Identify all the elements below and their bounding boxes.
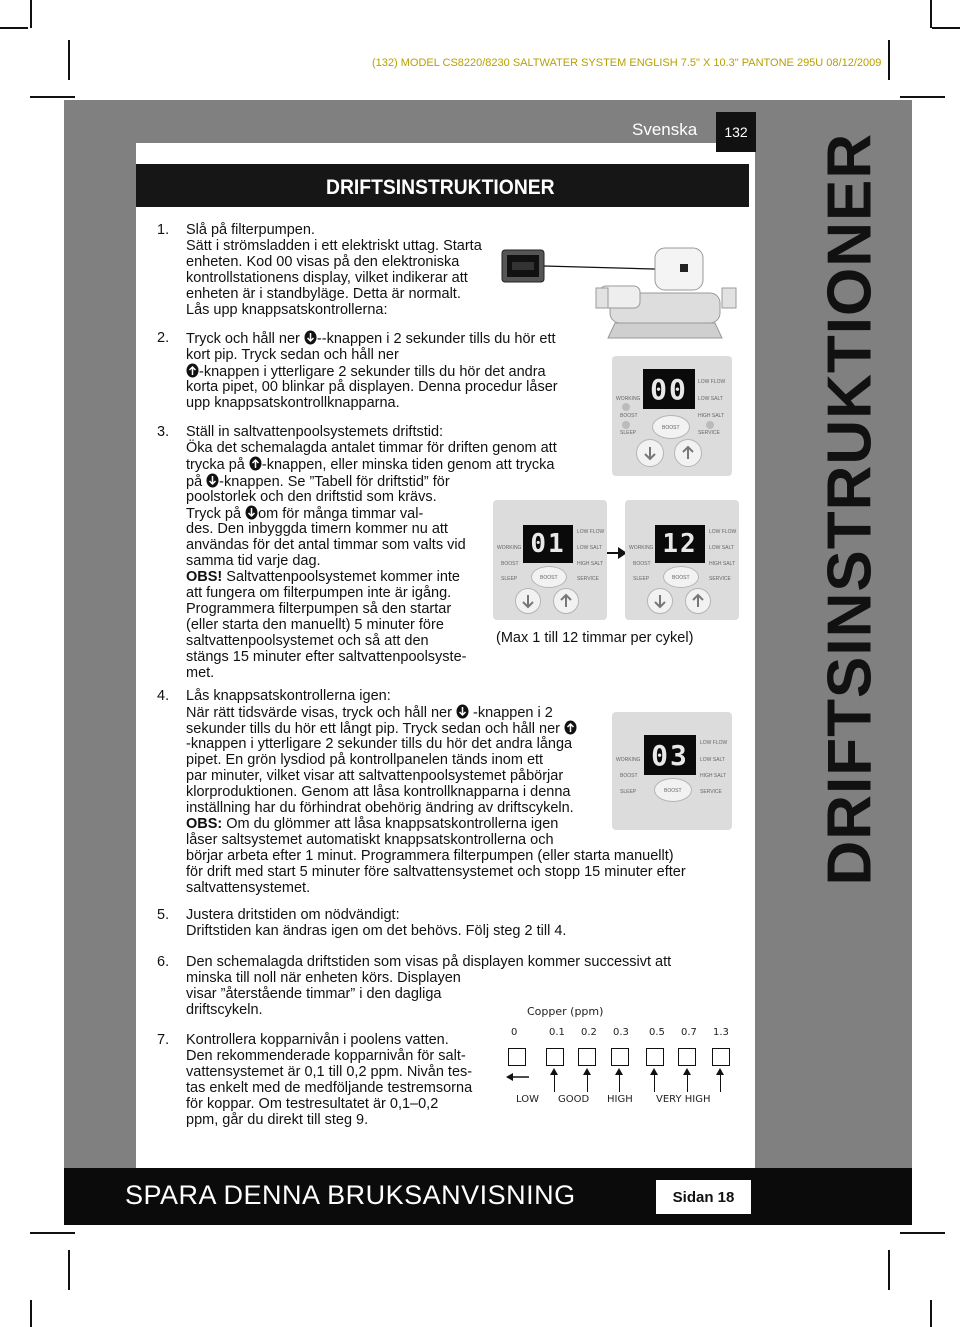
step-text: stängs 15 minuter efter saltvattenpoolsyste-	[186, 649, 467, 665]
step-number: 6.	[157, 954, 170, 970]
boost-button-label: BOOST	[664, 788, 682, 794]
crop-mark	[930, 0, 932, 28]
step-text	[186, 505, 423, 523]
step-number: 2.	[157, 330, 170, 346]
copper-category-label: VERY HIGH	[656, 1094, 711, 1105]
step-text: des. Den inbyggda timern kommer nu att	[186, 521, 448, 537]
step-text-part: sekunder tills du hör ett långt pip. Tryck sedan och håll ner	[186, 721, 560, 737]
step-text: Ställ in saltvattenpoolsystemets driftstid:	[186, 424, 444, 440]
print-header: (132) MODEL CS8220/8230 SALTWATER SYSTEM ENGLISH 7.5" X 10.3" PANTONE 295U 08/12/2009	[372, 57, 882, 69]
up-arrow-icon	[554, 1072, 555, 1092]
step-text: minska till noll när enheten körs. Displayen	[186, 970, 461, 986]
step-text: kort pip. Tryck sedan och håll ner	[186, 347, 399, 363]
crop-mark	[0, 27, 28, 29]
crop-mark	[900, 96, 945, 98]
step-text: enheten. Kod 00 visas på den elektroniska	[186, 254, 460, 270]
footer-page-number: Sidan 18	[656, 1180, 751, 1214]
boost-label: BOOST	[620, 413, 638, 419]
crop-mark	[932, 27, 960, 29]
up-arrow-button[interactable]	[685, 588, 711, 614]
copper-category-label: HIGH	[607, 1094, 633, 1105]
crop-mark	[30, 1300, 32, 1327]
step-text: Driftstiden kan ändras igen om det behövs. Följ steg 2 till 4.	[186, 923, 567, 939]
sleep-label: SLEEP	[501, 576, 518, 582]
step-text: för drift med start 5 minuter före saltvattensystemet och stopp 15 minuter efter	[186, 864, 686, 880]
step-text: Den schemalagda driftstiden som visas på displayen kommer successivt att	[186, 954, 672, 970]
copper-category-label: LOW	[516, 1094, 539, 1105]
step-text: samma tid varje dag.	[186, 553, 321, 569]
step-text: (eller starta den manuellt) 5 minuter före	[186, 617, 444, 633]
down-arrow-button[interactable]	[515, 588, 541, 614]
down-arrow-button[interactable]	[647, 588, 673, 614]
copper-value-label: 0.3	[613, 1027, 629, 1038]
step-text-part: trycka på	[186, 457, 245, 473]
boost-button[interactable]	[531, 566, 567, 588]
display-readout: 03	[644, 735, 696, 775]
step-text: Öka det schemalagda antalet timmar för driften genom att	[186, 440, 557, 456]
display-readout: 00	[643, 369, 695, 409]
page-title: DRIFTSINSTRUKTIONER	[326, 176, 555, 199]
color-swatch	[578, 1048, 596, 1066]
note-label: OBS!	[186, 569, 223, 585]
high-salt-label: HIGH SALT	[698, 413, 725, 419]
step-text	[186, 456, 554, 474]
control-panel	[612, 356, 732, 476]
title-bar	[136, 164, 749, 207]
step-text: visar ”återstående timmar” i den dagliga	[186, 986, 442, 1002]
step-text: par minuter, vilket visar att saltvattenpoolsystemet påbörjar	[186, 768, 564, 784]
display-readout: 01	[523, 525, 573, 563]
step-text: användas för det antal timmar som valts vid	[186, 537, 466, 553]
control-panel	[625, 500, 739, 620]
step-text-part: -knappen. Se ”Tabell för driftstid” för	[219, 474, 450, 490]
service-label: SERVICE	[698, 430, 720, 436]
step-text-part: Tryck på	[186, 506, 242, 522]
up-arrow-icon	[720, 1072, 721, 1092]
crop-mark	[30, 1232, 75, 1234]
color-swatch	[646, 1048, 664, 1066]
step-text-part: När rätt tidsvärde visas, tryck och håll ner	[186, 705, 452, 721]
step-text: inställning har du förhindrat obehörig ändring av driftscykeln.	[186, 800, 574, 816]
boost-label: BOOST	[501, 561, 519, 567]
step-text: saltvattensystemet.	[186, 880, 311, 896]
step-text: korta pipet, 00 blinkar på displayen. Denna procedur låser	[186, 379, 558, 395]
high-salt-label: HIGH SALT	[709, 561, 736, 567]
step-text: Lås knappsatskontrollerna igen:	[186, 688, 391, 704]
copper-chart-title: Copper (ppm)	[527, 1005, 604, 1018]
step-text	[186, 473, 450, 491]
boost-button-label: BOOST	[672, 575, 690, 581]
step-text: Slå på filterpumpen.	[186, 222, 315, 238]
step-text-part: -knappen, eller minska tiden genom att trycka	[261, 457, 555, 473]
footer-text: SPARA DENNA BRUKSANVISNING	[125, 1180, 576, 1210]
range-caption: (Max 1 till 12 timmar per cykel)	[496, 630, 694, 646]
high-salt-label: HIGH SALT	[700, 773, 727, 779]
down-arrow-icon	[637, 440, 663, 466]
up-arrow-icon	[619, 1072, 620, 1092]
crop-mark	[900, 1232, 945, 1234]
copper-value-label: 1.3	[713, 1027, 729, 1038]
down-button-icon	[206, 473, 219, 488]
side-title: DRIFTSINSTRUKTIONER	[815, 132, 885, 886]
boost-button[interactable]	[652, 415, 690, 439]
step-text: saltvattenpoolsystemet och så att den	[186, 633, 429, 649]
copper-value-label: 0.7	[681, 1027, 697, 1038]
copper-category-label: GOOD	[558, 1094, 590, 1105]
service-label: SERVICE	[709, 576, 731, 582]
color-swatch	[546, 1048, 564, 1066]
step-number: 1.	[157, 222, 170, 238]
step-text: Kontrollera kopparnivån i poolens vatten.	[186, 1032, 449, 1048]
down-button-icon	[304, 330, 317, 345]
working-label: WORKING	[616, 396, 641, 402]
boost-button[interactable]	[654, 778, 692, 802]
low-flow-label: LOW FLOW	[709, 529, 737, 535]
step-text: driftscykeln.	[186, 1002, 263, 1018]
down-arrow-icon	[648, 589, 672, 613]
step-text-part: Tryck och håll ner	[186, 331, 300, 347]
boost-button[interactable]	[663, 566, 699, 588]
up-button-icon	[249, 456, 262, 471]
crop-mark	[30, 0, 32, 28]
up-arrow-button[interactable]	[553, 588, 579, 614]
step-text: upp knappsatskontrollknapparna.	[186, 395, 400, 411]
crop-mark	[30, 96, 75, 98]
step-number: 3.	[157, 424, 170, 440]
crop-mark	[930, 1300, 932, 1327]
up-arrow-icon	[554, 589, 578, 613]
step-text: tas enkelt med de medföljande testremsorna	[186, 1080, 473, 1096]
step-text: Programmera filterpumpen så den startar	[186, 601, 452, 617]
up-button-icon	[564, 720, 577, 735]
boost-button-label: BOOST	[540, 575, 558, 581]
up-button-icon	[186, 363, 199, 378]
boost-button-label: BOOST	[662, 425, 680, 431]
note-label: OBS:	[186, 816, 223, 832]
up-arrow-icon	[654, 1072, 655, 1092]
low-salt-label: LOW SALT	[698, 396, 723, 402]
step-text: Sätt i strömsladden i ett elektriskt uttag. Starta	[186, 238, 482, 254]
step-text: för koppar. Om testresultatet är 0,1–0,2	[186, 1096, 439, 1112]
step-text: vattensystemet är 0,1 till 0,2 ppm. Nivån tes-	[186, 1064, 473, 1080]
color-swatch	[611, 1048, 629, 1066]
step-text	[186, 704, 553, 722]
color-swatch	[678, 1048, 696, 1066]
step-text: pipet. En grön lysdiod på kontrollpanelen tänds inom ett	[186, 752, 544, 768]
up-arrow-icon	[675, 440, 701, 466]
crop-mark	[888, 40, 890, 80]
crop-mark	[888, 1250, 890, 1290]
down-arrow-button[interactable]	[636, 439, 664, 467]
step-text-part: Om du glömmer att låsa knappsatskontrollerna igen	[222, 816, 559, 832]
low-salt-label: LOW SALT	[700, 757, 725, 763]
color-swatch	[712, 1048, 730, 1066]
sleep-label: SLEEP	[620, 430, 637, 436]
step-number: 7.	[157, 1032, 170, 1048]
step-text: Den rekommenderade kopparnivån för salt-	[186, 1048, 466, 1064]
step-text: låser saltsystemet automatiskt knappsatskontrollerna och	[186, 832, 554, 848]
control-panel	[612, 712, 732, 830]
working-label: WORKING	[629, 545, 654, 551]
status-led	[622, 403, 630, 411]
left-arrow-icon	[506, 1072, 530, 1082]
sleep-label: SLEEP	[620, 789, 637, 795]
copper-value-label: 0.1	[549, 1027, 565, 1038]
step-text	[186, 330, 556, 348]
step-text: Justera dritstiden om nödvändigt:	[186, 907, 400, 923]
copper-value-label: 0	[511, 1027, 518, 1038]
crop-mark	[68, 1250, 70, 1290]
boost-label: BOOST	[620, 773, 638, 779]
step-text-part: om för många timmar val-	[258, 506, 424, 522]
step-text-part: --knappen i 2 sekunder tills du hör ett	[316, 331, 556, 347]
step-text: Lås upp knappsatskontrollerna:	[186, 302, 388, 318]
low-flow-label: LOW FLOW	[577, 529, 605, 535]
color-swatch	[508, 1048, 526, 1066]
step-number: 5.	[157, 907, 170, 923]
up-arrow-icon	[687, 1072, 688, 1092]
low-flow-label: LOW FLOW	[698, 379, 726, 385]
step-text: enheten är i standbyläge. Detta är normalt.	[186, 286, 461, 302]
step-text: kontrollstationens display, vilket indikerar att	[186, 270, 468, 286]
high-salt-label: HIGH SALT	[577, 561, 604, 567]
service-label: SERVICE	[577, 576, 599, 582]
step-text-part: på	[186, 474, 203, 490]
boost-label: BOOST	[633, 561, 651, 567]
step-text	[186, 363, 546, 381]
step-text-part: -knappen i 2	[473, 705, 553, 721]
crop-mark	[68, 40, 70, 80]
low-salt-label: LOW SALT	[577, 545, 602, 551]
step-text	[186, 720, 577, 738]
step-text	[186, 569, 460, 586]
control-panel	[493, 500, 607, 620]
low-salt-label: LOW SALT	[709, 545, 734, 551]
step-number: 4.	[157, 688, 170, 704]
copper-value-label: 0.5	[649, 1027, 665, 1038]
working-label: WORKING	[497, 545, 522, 551]
step-text: börjar arbeta efter 1 minut. Programmera filterpumpen (eller starta manuellt)	[186, 848, 674, 864]
step-text-part: Saltvattenpoolsystemet kommer inte	[222, 569, 460, 585]
step-text: poolstorlek och den driftstid som krävs.	[186, 489, 437, 505]
display-readout: 12	[655, 525, 705, 563]
up-arrow-button[interactable]	[674, 439, 702, 467]
sleep-label: SLEEP	[633, 576, 650, 582]
step-text: met.	[186, 665, 215, 681]
status-led	[706, 421, 714, 429]
down-button-icon	[456, 704, 469, 719]
step-text	[186, 816, 558, 833]
step-text: ppm, går du direkt till steg 9.	[186, 1112, 369, 1128]
up-arrow-icon	[686, 589, 710, 613]
page-number: 132	[716, 112, 756, 152]
up-arrow-icon	[587, 1072, 588, 1092]
language-label: Svenska	[632, 120, 698, 139]
step-text: att fungera om filterpumpen inte är igång.	[186, 585, 452, 601]
step-text: -knappen i ytterligare 2 sekunder tills du hör det andra långa	[186, 736, 573, 752]
status-led	[622, 421, 630, 429]
down-button-icon	[245, 505, 258, 520]
service-label: SERVICE	[700, 789, 722, 795]
low-flow-label: LOW FLOW	[700, 740, 728, 746]
down-arrow-icon	[516, 589, 540, 613]
working-label: WORKING	[616, 757, 641, 763]
step-text-part: -knappen i ytterligare 2 sekunder tills du hör det andra	[199, 364, 546, 380]
step-text: klorproduktionen. Genom att låsa kontrollknapparna i denna	[186, 784, 571, 800]
copper-value-label: 0.2	[581, 1027, 597, 1038]
